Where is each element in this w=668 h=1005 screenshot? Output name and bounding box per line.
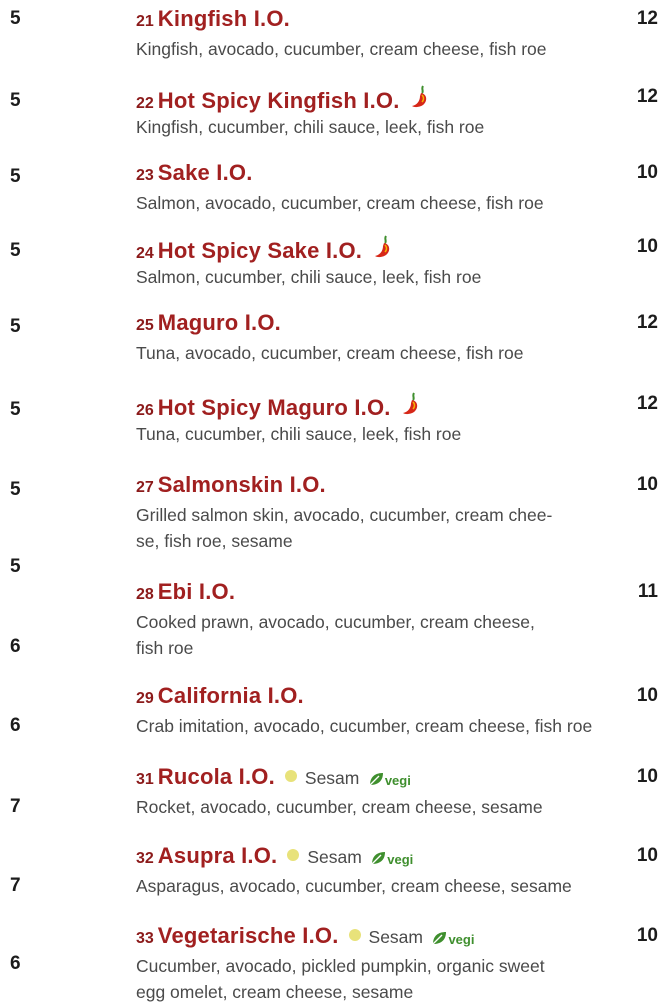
menu-item: [136, 923, 658, 1005]
sesame-label: Sesam: [304, 768, 360, 788]
item-price: 12: [636, 86, 658, 107]
item-number: 24: [136, 245, 154, 262]
vegi-label: vegi: [384, 773, 411, 788]
item-description: Rocket, avocado, cucumber, cream cheese, sesame: [136, 797, 543, 817]
item-name: Kingfish I.O.: [157, 6, 290, 31]
sesame-dot-icon: [287, 849, 299, 861]
item-number: 28: [136, 586, 154, 603]
item-description: Kingfish, cucumber, chili sauce, leek, fish roe: [136, 117, 485, 137]
item-description: fish roe: [136, 638, 194, 658]
item-number: 29: [136, 690, 154, 707]
item-description: Kingfish, avocado, cucumber, cream cheese, fish roe: [136, 39, 547, 59]
menu-item: [136, 6, 658, 62]
item-name: Vegetarische I.O.: [157, 923, 339, 948]
left-number: 5: [10, 8, 21, 29]
chili-pepper-icon: [401, 391, 423, 422]
item-price: 11: [637, 581, 658, 602]
item-name: Sake I.O.: [157, 160, 253, 185]
vegi-label: vegi: [387, 852, 414, 867]
veg-leaf-icon: [370, 850, 386, 871]
item-description: Tuna, avocado, cucumber, cream cheese, fish roe: [136, 343, 524, 363]
menu-item: [136, 472, 658, 554]
menu-item: [136, 683, 658, 739]
chili-pepper-icon: [410, 84, 432, 115]
item-name: Maguro I.O.: [157, 310, 281, 335]
item-number: 33: [136, 930, 154, 947]
menu-item: [136, 84, 658, 140]
vegi-badge: [431, 930, 474, 951]
veg-leaf-icon: [368, 771, 384, 792]
item-number: 21: [136, 13, 154, 30]
item-number: 32: [136, 850, 154, 867]
item-description: Salmon, avocado, cucumber, cream cheese, fish roe: [136, 193, 544, 213]
left-number: 5: [10, 166, 21, 187]
veg-leaf-icon: [431, 930, 447, 951]
left-number: 5: [10, 90, 21, 111]
menu-item: [136, 234, 658, 290]
left-number: 7: [10, 796, 21, 817]
item-description: Grilled salmon skin, avocado, cucumber, cream chee-: [136, 505, 553, 525]
item-price: 12: [636, 312, 658, 333]
left-number: 7: [10, 875, 21, 896]
item-name: Rucola I.O.: [157, 764, 275, 789]
item-description: Cooked prawn, avocado, cucumber, cream cheese,: [136, 612, 535, 632]
item-name: Asupra I.O.: [157, 843, 278, 868]
item-price: 12: [636, 393, 658, 414]
menu-item: [136, 579, 658, 661]
item-number: 27: [136, 479, 154, 496]
left-number: 5: [10, 240, 21, 261]
vegi-badge: [370, 850, 413, 871]
item-price: 10: [636, 925, 658, 946]
item-name: Ebi I.O.: [157, 579, 236, 604]
menu-item: [136, 391, 658, 447]
item-name: Salmonskin I.O.: [157, 472, 326, 497]
item-price: 10: [636, 845, 658, 866]
item-description: Tuna, cucumber, chili sauce, leek, fish roe: [136, 424, 462, 444]
item-description: Asparagus, avocado, cucumber, cream cheese, sesame: [136, 876, 572, 896]
item-price: 10: [636, 685, 658, 706]
item-price: 10: [636, 162, 658, 183]
left-number: 5: [10, 399, 21, 420]
menu-item: [136, 843, 658, 899]
left-number: 5: [10, 316, 21, 337]
left-number: 6: [10, 715, 21, 736]
item-name: Hot Spicy Kingfish I.O.: [157, 88, 400, 113]
left-number: 6: [10, 953, 21, 974]
menu-item: [136, 160, 658, 216]
item-name: California I.O.: [157, 683, 304, 708]
item-description: Cucumber, avocado, pickled pumpkin, organic sweet: [136, 956, 545, 976]
item-description: se, fish roe, sesame: [136, 531, 293, 551]
menu-item: [136, 310, 658, 366]
item-description: Crab imitation, avocado, cucumber, cream cheese, fish roe: [136, 716, 593, 736]
item-description: egg omelet, cream cheese, sesame: [136, 982, 414, 1002]
item-description: Salmon, cucumber, chili sauce, leek, fish roe: [136, 267, 482, 287]
vegi-badge: [368, 771, 411, 792]
item-name: Hot Spicy Maguro I.O.: [157, 395, 391, 420]
sesame-dot-icon: [285, 770, 297, 782]
item-number: 23: [136, 167, 154, 184]
item-number: 22: [136, 95, 154, 112]
left-number: 5: [10, 479, 21, 500]
item-number: 26: [136, 402, 154, 419]
vegi-label: vegi: [448, 932, 475, 947]
chili-pepper-icon: [373, 234, 395, 265]
left-number: 5: [10, 556, 21, 577]
menu-item: [136, 764, 658, 820]
item-number: 25: [136, 317, 154, 334]
item-price: 12: [636, 8, 658, 29]
item-name: Hot Spicy Sake I.O.: [157, 238, 363, 263]
item-price: 10: [636, 474, 658, 495]
sesame-dot-icon: [349, 929, 361, 941]
item-price: 10: [636, 236, 658, 257]
item-price: 10: [636, 766, 658, 787]
left-number: 6: [10, 636, 21, 657]
sesame-label: Sesam: [368, 927, 423, 947]
sesame-label: Sesam: [307, 847, 362, 867]
item-number: 31: [136, 771, 154, 788]
